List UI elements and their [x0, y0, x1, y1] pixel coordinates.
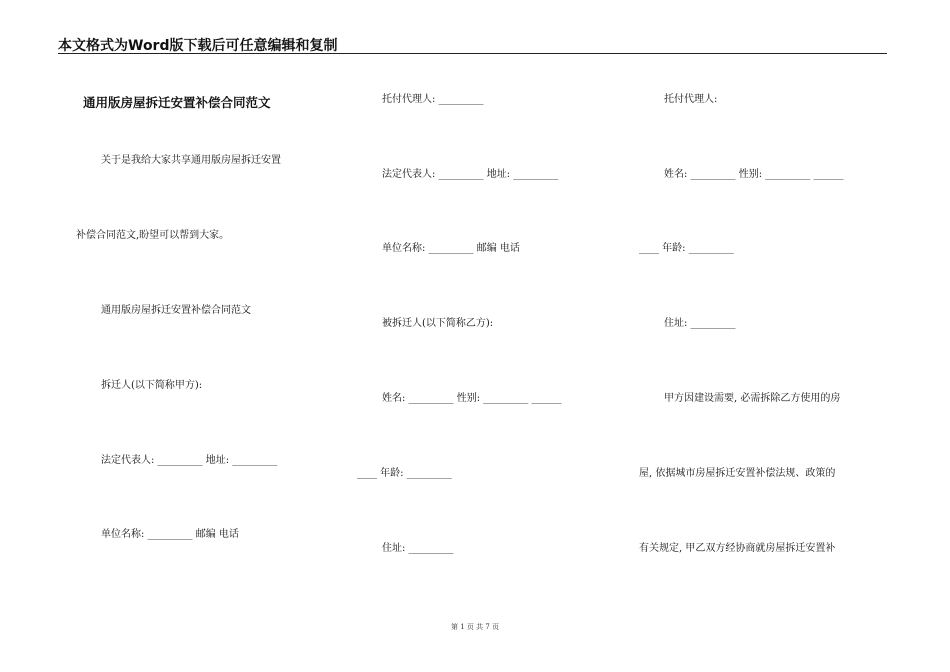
paragraph-line: 被拆迁人(以下简称乙方):	[382, 318, 494, 329]
page-number: 第 1 页 共 7 页	[450, 623, 500, 631]
form-field-line: 住址: _________	[664, 318, 736, 329]
paragraph-line: 补偿合同范文,盼望可以帮到大家。	[76, 230, 230, 241]
form-field-line: 法定代表人: _________ 地址: _________	[101, 455, 278, 466]
header-divider	[58, 53, 887, 54]
form-field-line: 单位名称: _________ 邮编 电话	[382, 243, 520, 254]
form-field-line: 单位名称: _________ 邮编 电话	[101, 529, 239, 540]
paragraph-line: 屋, 依据城市房屋拆迁安置补偿法规、政策的	[639, 468, 836, 479]
form-field-line: 托付代理人: _________	[382, 94, 484, 105]
paragraph-line: 有关规定, 甲乙双方经协商就房屋拆迁安置补	[639, 543, 836, 554]
paragraph-line: 拆迁人(以下简称甲方):	[101, 380, 203, 391]
document-header: 本文格式为Word版下载后可任意编辑和复制	[58, 38, 338, 54]
form-field-line: ____ 年龄: _________	[357, 468, 452, 479]
document-title: 通用版房屋拆迁安置补偿合同范文	[83, 95, 271, 110]
form-field-line: 托付代理人:	[664, 94, 718, 105]
form-field-line: 姓名: _________ 性别: _________ ______	[664, 169, 844, 180]
form-field-line: 法定代表人: _________ 地址: _________	[382, 169, 559, 180]
paragraph-line: 甲方因建设需要, 必需拆除乙方使用的房	[664, 393, 841, 404]
paragraph-line: 关于是我给大家共享通用版房屋拆迁安置	[101, 155, 281, 166]
form-field-line: 姓名: _________ 性别: _________ ______	[382, 393, 562, 404]
form-field-line: ____ 年龄: _________	[639, 243, 734, 254]
paragraph-line: 通用版房屋拆迁安置补偿合同范文	[101, 305, 251, 316]
form-field-line: 住址: _________	[382, 543, 454, 554]
